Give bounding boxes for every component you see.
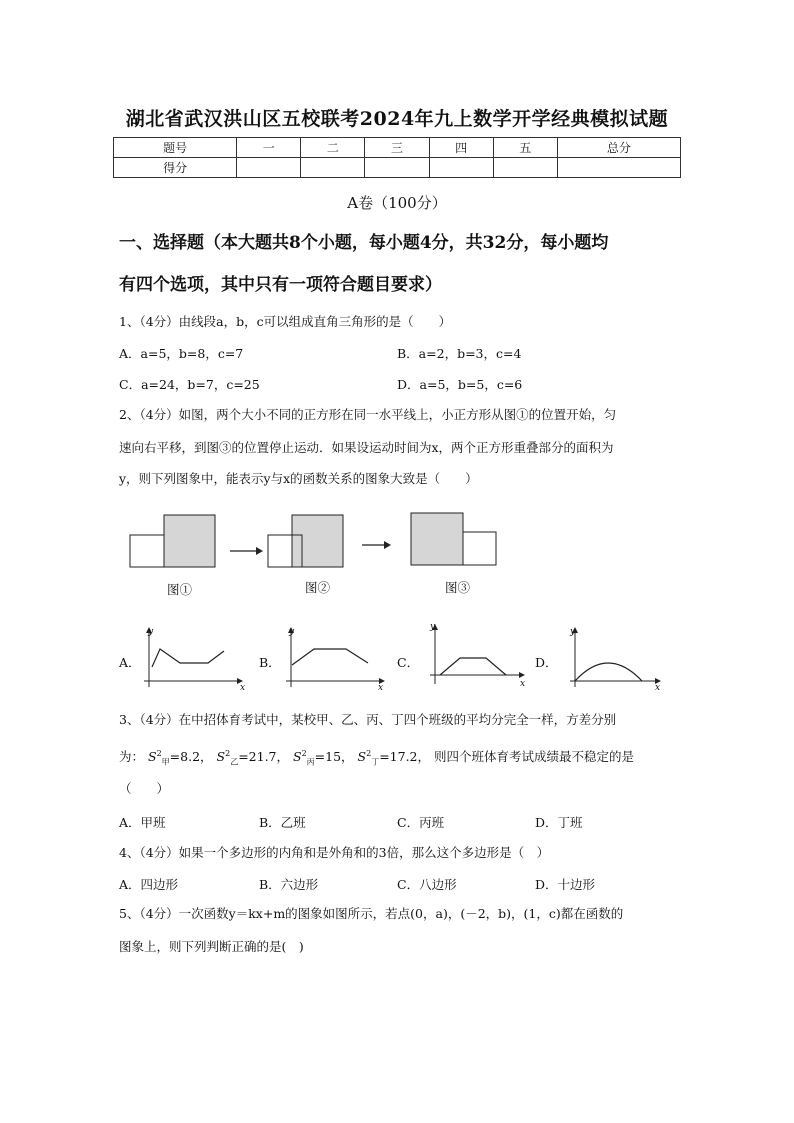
axis-label-y: y — [570, 627, 576, 637]
axis-label-y: y — [430, 622, 436, 632]
q2-line1: 2、（4分）如图，两个大小不同的正方形在同一水平线上，小正方形从图①的位置开始，匀 — [119, 407, 617, 422]
q2-option-d: D． — [535, 655, 558, 670]
graph-b — [282, 625, 392, 695]
q5-line2: 图象上，则下列判断正确的是( ) — [119, 939, 304, 954]
variance-ding: $S^2_丁=17.2$， — [357, 749, 431, 767]
variance-yi: $S^2_乙=21.7$， — [216, 749, 289, 767]
q3-option-d: D．丁班 — [535, 815, 583, 830]
section-heading-line1: 一、选择题（本大题共8个小题，每小题4分，共32分，每小题均 — [119, 233, 609, 253]
header-cell: 三 — [365, 138, 429, 158]
axis-label-x: x — [378, 683, 384, 693]
graph-curve — [440, 658, 506, 675]
arrow-head — [256, 547, 263, 555]
q4-option-b: B．六边形 — [259, 877, 319, 892]
q1-option-c: C．a=24，b=7，c=25 — [119, 377, 260, 392]
score-table-score-row — [114, 158, 681, 178]
q1-option-d: D．a=5，b=5，c=6 — [397, 377, 523, 392]
header-cell: 题号 — [114, 138, 237, 158]
q4-option-c: C．八边形 — [397, 877, 457, 892]
figure-caption-1: 图① — [167, 582, 193, 597]
variance-bing: $S^2_丙=15$， — [292, 749, 354, 767]
header-cell: 二 — [301, 138, 365, 158]
x-axis-arrow — [519, 672, 525, 678]
row-label-cell: 得分 — [114, 158, 237, 178]
page-title: 湖北省武汉洪山区五校联考2024年九上数学开学经典模拟试题 — [125, 108, 669, 130]
small-square — [463, 532, 496, 565]
figure-caption-3: 图③ — [445, 580, 471, 595]
q3-line1: 3、（4分）在中招体育考试中，某校甲、乙、丙、丁四个班级的平均分完全一样，方差分别 — [119, 712, 617, 727]
large-square — [164, 515, 215, 567]
q2-line3: y，则下列图象中，能表示y与x的函数关系的图象大致是（ ） — [119, 471, 478, 486]
score-table — [113, 137, 681, 178]
q4-option-a: A．四边形 — [119, 877, 179, 892]
header-cell: 五 — [493, 138, 557, 158]
paper-label: A卷（100分） — [347, 194, 447, 212]
score-cell — [301, 158, 365, 178]
graph-curve — [292, 649, 368, 665]
q3-line2-prefix: 为： — [119, 749, 145, 765]
score-cell — [493, 158, 557, 178]
q1-option-a: A．a=5，b=8，c=7 — [119, 346, 244, 361]
header-cell: 总分 — [557, 138, 680, 158]
graph-a — [140, 625, 250, 695]
score-cell — [557, 158, 680, 178]
axis-label-x: x — [520, 679, 526, 689]
q5-line1: 5、（4分）一次函数y＝kx+m的图象如图所示，若点(0，a)，(－2，b)，(1，c)都在函数的 — [119, 906, 624, 921]
section-heading-line2: 有四个选项，其中只有一项符合题目要求） — [119, 275, 442, 295]
q3-option-b: B．乙班 — [259, 815, 306, 830]
header-cell: 一 — [237, 138, 301, 158]
q2-option-a: A． — [119, 655, 141, 670]
q3-option-c: C．丙班 — [397, 815, 445, 830]
q2-line2: 速向右平移，到图③的位置停止运动．如果设运动时间为x，两个正方形重叠部分的面积为 — [119, 440, 614, 455]
q2-option-b: B． — [259, 655, 281, 670]
axis-label-x: x — [240, 683, 246, 693]
score-cell — [237, 158, 301, 178]
score-cell — [365, 158, 429, 178]
q3-option-a: A．甲班 — [119, 815, 166, 830]
q2-option-c: C． — [397, 655, 420, 670]
q4-option-d: D．十边形 — [535, 877, 596, 892]
axis-label-y: y — [148, 627, 154, 637]
graph-curve — [575, 663, 642, 681]
score-table-header-row — [114, 138, 681, 158]
figure-caption-2: 图② — [305, 580, 331, 595]
axis-label-y: y — [289, 627, 295, 637]
q1-option-b: B．a=2，b=3，c=4 — [397, 346, 522, 361]
q3-line2-suffix: 则四个班体育考试成绩最不稳定的是 — [434, 749, 635, 765]
q3-line3: （ ） — [119, 781, 170, 796]
variance-jia: $S^2_甲=8.2$， — [148, 749, 213, 767]
q1-stem: 1、（4分）由线段a，b，c可以组成直角三角形的是（ ） — [119, 314, 452, 329]
axis-label-x: x — [655, 683, 661, 693]
score-cell — [429, 158, 493, 178]
large-square — [292, 515, 343, 567]
graph-curve — [152, 649, 224, 667]
header-cell: 四 — [429, 138, 493, 158]
large-square — [411, 513, 463, 565]
q4-stem: 4、（4分）如果一个多边形的内角和是外角和的3倍，那么这个多边形是（ ） — [119, 845, 550, 860]
small-square — [130, 535, 164, 567]
arrow-head — [384, 541, 391, 549]
